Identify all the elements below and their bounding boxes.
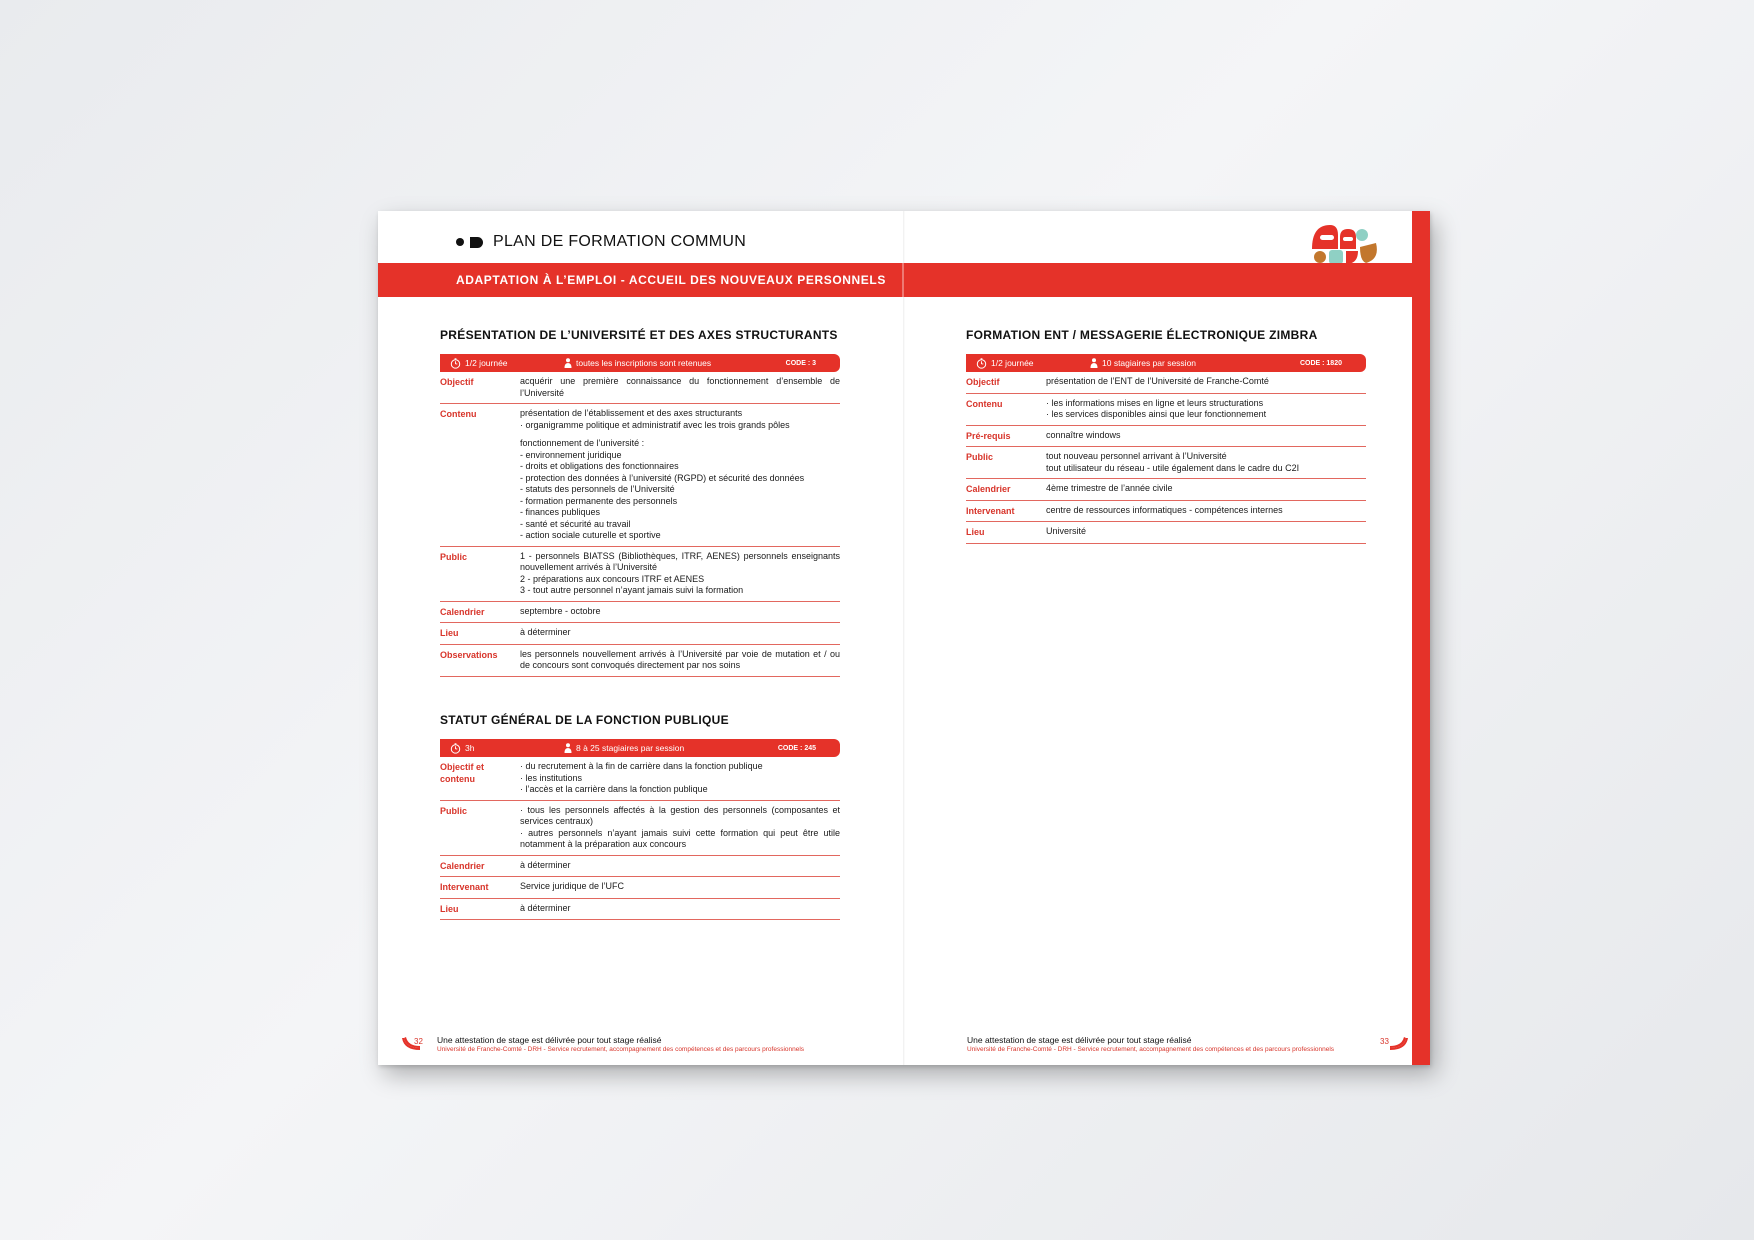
footer-right [967,1035,1334,1055]
field-value [1046,398,1366,421]
value-line: · les institutions [520,772,583,783]
value-line: Service juridique de l’UFC [520,881,625,891]
value-line: · les informations mises en ligne et leurs structurations [1046,397,1264,408]
field-value [520,376,840,399]
person-icon [564,358,572,368]
field-value [520,551,840,597]
value-line: 2 - préparations aux concours ITRF et AENES [520,573,705,584]
value-line: · tous les personnels affectés à la gestion des personnels (composantes et services centraux) [520,804,840,826]
footer-note: Une attestation de stage est délivrée pour tout stage réalisé [967,1035,1192,1045]
document-title: PLAN DE FORMATION COMMUN [493,233,747,250]
field-label: Observations [440,649,498,660]
half-disc-icon [470,237,483,248]
brochure-spread [378,211,1430,1065]
field-label: Contenu [440,409,477,419]
duration [450,743,564,754]
spacer [520,431,840,438]
field-value [520,627,840,640]
duration [450,358,564,369]
field-label: Lieu [440,903,459,914]
duration-value: 3h [465,743,475,753]
field-value [520,903,840,916]
value-line: fonctionnement de l’université : [520,438,645,448]
red-edge-bar [1412,211,1430,1065]
person-icon [1090,358,1098,368]
course-code: CODE : 3 [785,359,816,367]
row-contenu [966,394,1366,426]
footer-note: Une attestation de stage est délivrée pour tout stage réalisé [437,1035,662,1045]
value-line: acquérir une première connaissance du fonctionnement d’ensemble de l’Université [520,376,840,398]
duration-value: 1/2 journée [465,358,508,368]
course-title: FORMATION ENT / MESSAGERIE ÉLECTRONIQUE ZIMBRA [966,328,1318,342]
field-label: Calendrier [440,606,485,617]
page-number-left: 32 [414,1037,423,1046]
value-line: tout utilisateur du réseau - utile également dans le cadre du C2I [1046,462,1300,473]
row-lieu [440,623,840,645]
clock-icon [450,358,461,369]
value-line: - droits et obligations des fonctionnaires [520,461,679,471]
row-public [440,801,840,856]
clock-icon [450,743,461,754]
field-label: Public [440,551,468,562]
page-number-right: 33 [1380,1037,1389,1046]
clock-icon [976,358,987,369]
value-line: présentation de l’ENT de l’Université de Franche-Comté [1046,376,1269,386]
row-lieu [440,899,840,921]
value-line: tout nouveau personnel arrivant à l’Université [1046,451,1227,461]
field-value [1046,505,1366,518]
value-line: centre de ressources informatiques - compétences internes [1046,504,1283,515]
value-line: 1 - personnels BIATSS (Bibliothèques, ITRF, AENES) personnels enseignants nouvellement arrivés à l’Université [520,550,840,572]
course-info-bar [966,354,1366,372]
value-line: - statuts des personnels de l’Université [520,484,675,494]
row-objectif [966,372,1366,394]
row-objectif-et-contenu [440,757,840,801]
row-intervenant [966,501,1366,523]
value-line: · du recrutement à la fin de carrière dans la fonction publique [520,761,763,771]
document-header [456,233,746,251]
row-observations [440,645,840,677]
row-public [440,547,840,602]
field-value [1046,526,1366,539]
audience-value: 10 stagiaires par session [1102,358,1197,368]
value-line: · les services disponibles ainsi que leur fonctionnement [1046,409,1267,419]
field-value [520,649,840,672]
course-card [440,328,840,677]
value-line: septembre - octobre [520,605,601,616]
value-line: à déterminer [520,627,571,637]
row-calendrier [440,602,840,624]
field-label: Calendrier [966,484,1011,494]
course-info-bar [440,739,840,757]
row-objectif [440,372,840,404]
value-line: 4ème trimestre de l’année civile [1046,483,1173,493]
row-lieu [966,522,1366,544]
field-label: Lieu [440,628,459,638]
value-line: les personnels nouvellement arrivés à l’Université par voie de mutation et / ou de concours sont convoqués directement par nos soins [520,648,840,670]
value-line: - action sociale cuturelle et sportive [520,530,661,540]
field-value [520,761,840,796]
audience [564,358,711,368]
field-value [520,408,840,542]
field-label: Objectif [440,377,474,387]
field-value [1046,430,1366,443]
value-line: présentation de l’établissement et des axes structurants [520,408,743,418]
value-line: connaître windows [1046,429,1121,440]
field-label: Intervenant [966,505,1015,516]
page-corner-icon [1386,1036,1408,1050]
course-card [440,713,840,920]
footer-credit: Université de Franche-Comté - DRH - Service recrutement, accompagnement des compétences et des parcours professionnels [967,1046,1335,1053]
audience-value: 8 à 25 stagiaires par session [576,743,685,753]
course-code: CODE : 1820 [1299,359,1342,367]
field-label: Contenu [966,398,1003,409]
audience [1090,358,1196,368]
value-line: · autres personnels n’ayant jamais suivi cette formation qui peut être utile notamment à la préparation aux concours [520,827,840,849]
field-label: Pré-requis [966,430,1011,441]
course-title: PRÉSENTATION DE L’UNIVERSITÉ ET DES AXES STRUCTURANTS [440,328,838,342]
value-line: - formation permanente des personnels [520,495,678,506]
row-public [966,447,1366,479]
section-title: ADAPTATION À L’EMPLOI - ACCUEIL DES NOUVEAUX PERSONNELS [456,273,886,287]
row-calendrier [440,856,840,878]
value-line: à déterminer [520,859,571,870]
value-line: - environnement juridique [520,449,622,460]
footer-left [437,1035,804,1055]
value-line: - finances publiques [520,507,601,517]
course-info-bar [440,354,840,372]
audience [564,743,684,753]
course-code: CODE : 245 [777,744,816,752]
field-value [520,606,840,619]
value-line: Université [1046,526,1087,536]
field-label: Calendrier [440,860,485,871]
row-contenu [440,404,840,547]
value-line: - protection des données à l’université (RGPD) et sécurité des données [520,472,805,483]
field-value [520,805,840,851]
duration-value: 1/2 journée [991,358,1034,368]
band-divider [902,263,904,297]
row-pre-requis [966,426,1366,448]
field-label: Lieu [966,527,985,537]
value-line: 3 - tout autre personnel n’ayant jamais suivi la formation [520,585,744,595]
dot-icon [456,238,464,246]
footer-credit: Université de Franche-Comté - DRH - Service recrutement, accompagnement des compétences et des parcours professionnels [437,1046,805,1053]
university-logo [1310,223,1392,265]
value-line: · organigramme politique et administratif avec les trois grands pôles [520,419,790,430]
field-label: Public [440,805,468,816]
value-line: à déterminer [520,902,571,913]
row-calendrier [966,479,1366,501]
course-title: STATUT GÉNÉRAL DE LA FONCTION PUBLIQUE [440,713,729,727]
field-value [520,860,840,873]
field-value [1046,451,1366,474]
audience-value: toutes les inscriptions sont retenues [576,358,712,368]
field-value [1046,483,1366,496]
page-spine [903,211,905,1065]
field-value [1046,376,1366,389]
value-line: · l’accès et la carrière dans la fonction publique [520,784,708,794]
field-label: Objectif [966,377,1000,387]
section-band [378,263,1412,297]
duration [976,358,1090,369]
field-label: Public [966,452,994,462]
field-value [520,881,840,894]
field-label: Objectif et contenu [440,762,485,784]
course-card [966,328,1366,544]
field-label: Intervenant [440,882,489,892]
value-line: - santé et sécurité au travail [520,518,631,529]
person-icon [564,743,572,753]
row-intervenant [440,877,840,899]
